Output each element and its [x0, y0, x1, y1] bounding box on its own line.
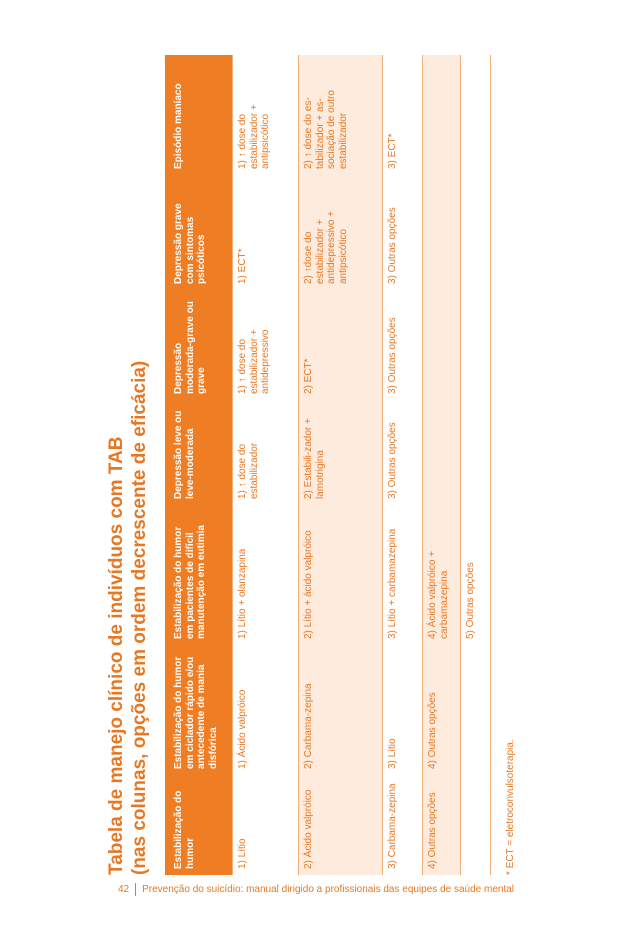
table-row [461, 55, 491, 875]
table-cell [461, 645, 491, 775]
header-cell: Estabilização do humor em pacientes de difícil manutenção em eutimia [165, 505, 233, 645]
table-cell: 3) Outras opções [383, 400, 423, 505]
table-cell: 2) ↑ dose do es-tabilizador + as-sociação de outro estabilizador [299, 55, 383, 175]
page-number: 42 [118, 884, 130, 896]
table-cell: 2) ECT* [299, 290, 383, 400]
table-cell: 2) Ácido valpróico [299, 775, 383, 875]
table-cell: 2) Carbama-zepina [299, 645, 383, 775]
table-cell: 2) Estabili-zador + lamotrigina [299, 400, 383, 505]
table-row [233, 55, 299, 875]
table-cell: 3) Lítio + carbamazepina [383, 505, 423, 645]
title-line-2: (nas colunas, opções em ordem decrescente de eficácia) [129, 360, 150, 875]
table-cell: 2) Lítio + ácido valpróico [299, 505, 383, 645]
clinical-management-table [165, 55, 491, 875]
table-cell [423, 175, 461, 290]
header-cell: Episódio maníaco [165, 55, 233, 175]
table-cell: 3) Outras opções [383, 175, 423, 290]
footnote: * ECT = eletroconvulsoterapia. [505, 739, 516, 875]
table-cell [461, 400, 491, 505]
table-cell: 1) Ácido valpróico [233, 645, 299, 775]
table-cell: 1) Lítio [233, 775, 299, 875]
table-row [299, 55, 383, 875]
table-cell: 5) Outras opções [461, 505, 491, 645]
table-cell: 4) Outras opções [423, 775, 461, 875]
table-cell: 2) ↑dose do estabilizador + antidepressivo + antipsicótico [299, 175, 383, 290]
table-cell: 1) Lítio + olanzapina [233, 505, 299, 645]
table-title [105, 55, 151, 875]
table-cell [423, 400, 461, 505]
header-row [165, 55, 233, 875]
table-cell: 4) Ácido valpróico + carbamazepina [423, 505, 461, 645]
table-row [383, 55, 423, 875]
table-cell: 1) ↑ dose do estabilizador + antipsicótico [233, 55, 299, 175]
table-cell [461, 290, 491, 400]
table-cell: 1) ↑ dose do estabilizador [233, 400, 299, 505]
footer-divider [135, 883, 136, 896]
table-cell [423, 290, 461, 400]
rotated-table-page [105, 55, 545, 875]
table-cell [461, 175, 491, 290]
header-cell: Depressão leve ou leve-moderada [165, 400, 233, 505]
table-cell: 1) ECT* [233, 175, 299, 290]
header-cell: Depressão grave com sintomas psicóticos [165, 175, 233, 290]
table-cell: 3) Outras opções [383, 290, 423, 400]
page-footer [118, 883, 514, 896]
header-cell: Estabilização do humor [165, 775, 233, 875]
table-row [423, 55, 461, 875]
table-cell [461, 775, 491, 875]
header-cell: Depressão moderada-grave ou grave [165, 290, 233, 400]
table-cell: 3) Carbama-zepina [383, 775, 423, 875]
table-cell: 4) Outras opções [423, 645, 461, 775]
table-cell: 3) ECT* [383, 55, 423, 175]
table-cell [423, 55, 461, 175]
title-line-1: Tabela de manejo clínico de indivíduos com TAB [106, 436, 127, 875]
footer-text: Prevenção do suicídio: manual dirigido a profissionais das equipes de saúde mental [142, 884, 515, 896]
table-cell [461, 55, 491, 175]
table-cell: 3) Lítio [383, 645, 423, 775]
header-cell: Estabilização do humor em ciclador rápido e/ou antecedente de mania disfórica [165, 645, 233, 775]
table-cell: 1) ↑ dose do estabilizador + antidepressivo [233, 290, 299, 400]
